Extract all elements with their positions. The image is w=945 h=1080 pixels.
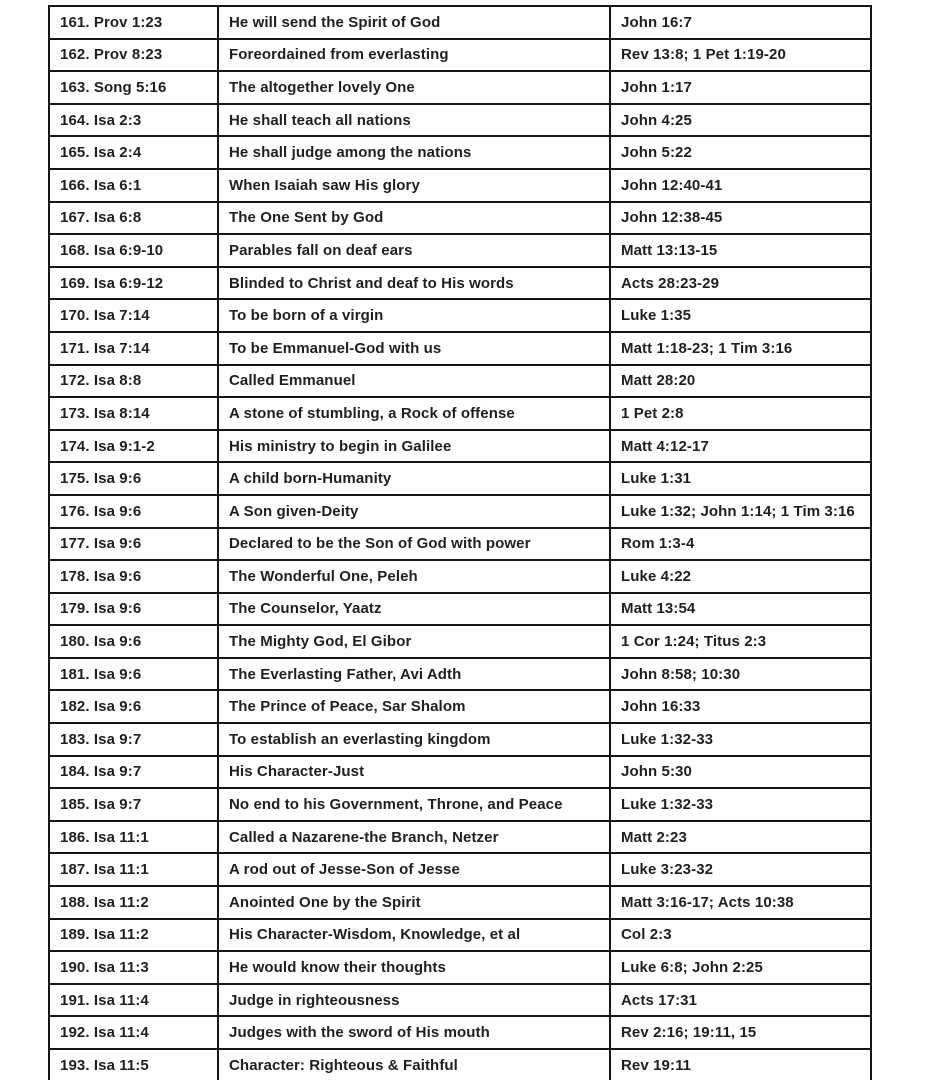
prophecy-reference-cell: 180. Isa 9:6: [49, 625, 218, 658]
prophecy-reference-cell: 185. Isa 9:7: [49, 788, 218, 821]
table-row: [49, 169, 871, 202]
prophecy-reference-cell: 181. Isa 9:6: [49, 658, 218, 691]
prophecy-description-cell: Called a Nazarene-the Branch, Netzer: [218, 821, 610, 854]
table-row: [49, 821, 871, 854]
prophecy-reference-cell: 171. Isa 7:14: [49, 332, 218, 365]
prophecy-reference-cell: 165. Isa 2:4: [49, 136, 218, 169]
table-row: [49, 919, 871, 952]
fulfillment-reference-cell: Luke 1:32; John 1:14; 1 Tim 3:16: [610, 495, 871, 528]
prophecy-description-cell: He shall judge among the nations: [218, 136, 610, 169]
fulfillment-reference-cell: 1 Pet 2:8: [610, 397, 871, 430]
fulfillment-reference-cell: John 16:7: [610, 6, 871, 39]
table-row: [49, 365, 871, 398]
prophecy-description-cell: The altogether lovely One: [218, 71, 610, 104]
prophecy-reference-cell: 168. Isa 6:9-10: [49, 234, 218, 267]
prophecy-reference-cell: 177. Isa 9:6: [49, 528, 218, 561]
prophecy-description-cell: His Character-Just: [218, 756, 610, 789]
prophecy-reference-cell: 170. Isa 7:14: [49, 299, 218, 332]
table-row: [49, 136, 871, 169]
fulfillment-reference-cell: John 16:33: [610, 690, 871, 723]
prophecy-reference-cell: 189. Isa 11:2: [49, 919, 218, 952]
table-row: [49, 1016, 871, 1049]
fulfillment-reference-cell: Matt 1:18-23; 1 Tim 3:16: [610, 332, 871, 365]
table-row: [49, 462, 871, 495]
table-row: [49, 951, 871, 984]
prophecy-reference-cell: 182. Isa 9:6: [49, 690, 218, 723]
table-row: [49, 528, 871, 561]
prophecy-description-cell: The One Sent by God: [218, 202, 610, 235]
prophecy-description-cell: Anointed One by the Spirit: [218, 886, 610, 919]
fulfillment-reference-cell: John 4:25: [610, 104, 871, 137]
fulfillment-reference-cell: John 12:40-41: [610, 169, 871, 202]
fulfillment-reference-cell: Acts 28:23-29: [610, 267, 871, 300]
prophecy-reference-cell: 169. Isa 6:9-12: [49, 267, 218, 300]
fulfillment-reference-cell: John 1:17: [610, 71, 871, 104]
table-row: [49, 560, 871, 593]
fulfillment-reference-cell: Luke 6:8; John 2:25: [610, 951, 871, 984]
prophecy-reference-cell: 161. Prov 1:23: [49, 6, 218, 39]
prophecy-description-cell: He will send the Spirit of God: [218, 6, 610, 39]
prophecy-description-cell: When Isaiah saw His glory: [218, 169, 610, 202]
table-row: [49, 788, 871, 821]
prophecy-description-cell: Judges with the sword of His mouth: [218, 1016, 610, 1049]
prophecy-reference-cell: 164. Isa 2:3: [49, 104, 218, 137]
prophecy-reference-cell: 175. Isa 9:6: [49, 462, 218, 495]
fulfillment-reference-cell: Luke 1:32-33: [610, 723, 871, 756]
prophecy-reference-cell: 183. Isa 9:7: [49, 723, 218, 756]
prophecy-description-cell: The Everlasting Father, Avi Adth: [218, 658, 610, 691]
fulfillment-reference-cell: Col 2:3: [610, 919, 871, 952]
prophecy-reference-cell: 184. Isa 9:7: [49, 756, 218, 789]
prophecy-description-cell: The Wonderful One, Peleh: [218, 560, 610, 593]
fulfillment-reference-cell: Matt 13:54: [610, 593, 871, 626]
table-row: [49, 71, 871, 104]
table-row: [49, 39, 871, 72]
prophecy-reference-cell: 186. Isa 11:1: [49, 821, 218, 854]
prophecy-description-cell: No end to his Government, Throne, and Peace: [218, 788, 610, 821]
table-row: [49, 495, 871, 528]
table-row: [49, 202, 871, 235]
fulfillment-reference-cell: John 8:58; 10:30: [610, 658, 871, 691]
fulfillment-reference-cell: Matt 3:16-17; Acts 10:38: [610, 886, 871, 919]
prophecy-description-cell: A rod out of Jesse-Son of Jesse: [218, 853, 610, 886]
prophecy-description-cell: The Prince of Peace, Sar Shalom: [218, 690, 610, 723]
table-row: [49, 886, 871, 919]
fulfillment-reference-cell: Matt 13:13-15: [610, 234, 871, 267]
fulfillment-reference-cell: Matt 2:23: [610, 821, 871, 854]
table-row: [49, 690, 871, 723]
fulfillment-reference-cell: Luke 1:32-33: [610, 788, 871, 821]
prophecy-description-cell: To be born of a virgin: [218, 299, 610, 332]
table-row: [49, 625, 871, 658]
prophecy-description-cell: A Son given-Deity: [218, 495, 610, 528]
prophecy-reference-cell: 172. Isa 8:8: [49, 365, 218, 398]
table-row: [49, 756, 871, 789]
fulfillment-reference-cell: Rev 19:11: [610, 1049, 871, 1080]
prophecy-table-body: [49, 6, 871, 1080]
fulfillment-reference-cell: Matt 4:12-17: [610, 430, 871, 463]
table-row: [49, 593, 871, 626]
table-row: [49, 984, 871, 1017]
prophecy-reference-cell: 163. Song 5:16: [49, 71, 218, 104]
table-row: [49, 6, 871, 39]
prophecy-reference-cell: 191. Isa 11:4: [49, 984, 218, 1017]
prophecy-description-cell: His ministry to begin in Galilee: [218, 430, 610, 463]
fulfillment-reference-cell: 1 Cor 1:24; Titus 2:3: [610, 625, 871, 658]
table-row: [49, 658, 871, 691]
fulfillment-reference-cell: Luke 1:35: [610, 299, 871, 332]
fulfillment-reference-cell: John 5:30: [610, 756, 871, 789]
table-row: [49, 332, 871, 365]
table-row: [49, 430, 871, 463]
prophecy-reference-cell: 187. Isa 11:1: [49, 853, 218, 886]
prophecy-description-cell: Parables fall on deaf ears: [218, 234, 610, 267]
prophecy-description-cell: His Character-Wisdom, Knowledge, et al: [218, 919, 610, 952]
prophecy-reference-cell: 167. Isa 6:8: [49, 202, 218, 235]
prophecy-table: [48, 5, 872, 1080]
prophecy-reference-cell: 174. Isa 9:1-2: [49, 430, 218, 463]
prophecy-description-cell: Called Emmanuel: [218, 365, 610, 398]
table-row: [49, 853, 871, 886]
fulfillment-reference-cell: Rev 13:8; 1 Pet 1:19-20: [610, 39, 871, 72]
prophecy-description-cell: Declared to be the Son of God with power: [218, 528, 610, 561]
fulfillment-reference-cell: Luke 1:31: [610, 462, 871, 495]
prophecy-description-cell: Blinded to Christ and deaf to His words: [218, 267, 610, 300]
table-row: [49, 104, 871, 137]
prophecy-reference-cell: 162. Prov 8:23: [49, 39, 218, 72]
fulfillment-reference-cell: Matt 28:20: [610, 365, 871, 398]
prophecy-reference-cell: 166. Isa 6:1: [49, 169, 218, 202]
fulfillment-reference-cell: Luke 4:22: [610, 560, 871, 593]
fulfillment-reference-cell: Acts 17:31: [610, 984, 871, 1017]
prophecy-description-cell: To be Emmanuel-God with us: [218, 332, 610, 365]
table-row: [49, 397, 871, 430]
prophecy-reference-cell: 179. Isa 9:6: [49, 593, 218, 626]
prophecy-description-cell: Character: Righteous & Faithful: [218, 1049, 610, 1080]
prophecy-reference-cell: 188. Isa 11:2: [49, 886, 218, 919]
table-row: [49, 267, 871, 300]
prophecy-description-cell: The Mighty God, El Gibor: [218, 625, 610, 658]
fulfillment-reference-cell: John 5:22: [610, 136, 871, 169]
table-row: [49, 1049, 871, 1080]
prophecy-reference-cell: 173. Isa 8:14: [49, 397, 218, 430]
prophecy-description-cell: To establish an everlasting kingdom: [218, 723, 610, 756]
prophecy-reference-cell: 176. Isa 9:6: [49, 495, 218, 528]
prophecy-reference-cell: 190. Isa 11:3: [49, 951, 218, 984]
fulfillment-reference-cell: Rom 1:3-4: [610, 528, 871, 561]
table-row: [49, 299, 871, 332]
prophecy-description-cell: A child born-Humanity: [218, 462, 610, 495]
prophecy-description-cell: He would know their thoughts: [218, 951, 610, 984]
prophecy-description-cell: A stone of stumbling, a Rock of offense: [218, 397, 610, 430]
fulfillment-reference-cell: Rev 2:16; 19:11, 15: [610, 1016, 871, 1049]
prophecy-reference-cell: 178. Isa 9:6: [49, 560, 218, 593]
prophecy-description-cell: He shall teach all nations: [218, 104, 610, 137]
prophecy-reference-cell: 193. Isa 11:5: [49, 1049, 218, 1080]
prophecy-description-cell: Foreordained from everlasting: [218, 39, 610, 72]
prophecy-description-cell: Judge in righteousness: [218, 984, 610, 1017]
prophecy-description-cell: The Counselor, Yaatz: [218, 593, 610, 626]
table-row: [49, 723, 871, 756]
fulfillment-reference-cell: Luke 3:23-32: [610, 853, 871, 886]
fulfillment-reference-cell: John 12:38-45: [610, 202, 871, 235]
prophecy-reference-cell: 192. Isa 11:4: [49, 1016, 218, 1049]
table-row: [49, 234, 871, 267]
